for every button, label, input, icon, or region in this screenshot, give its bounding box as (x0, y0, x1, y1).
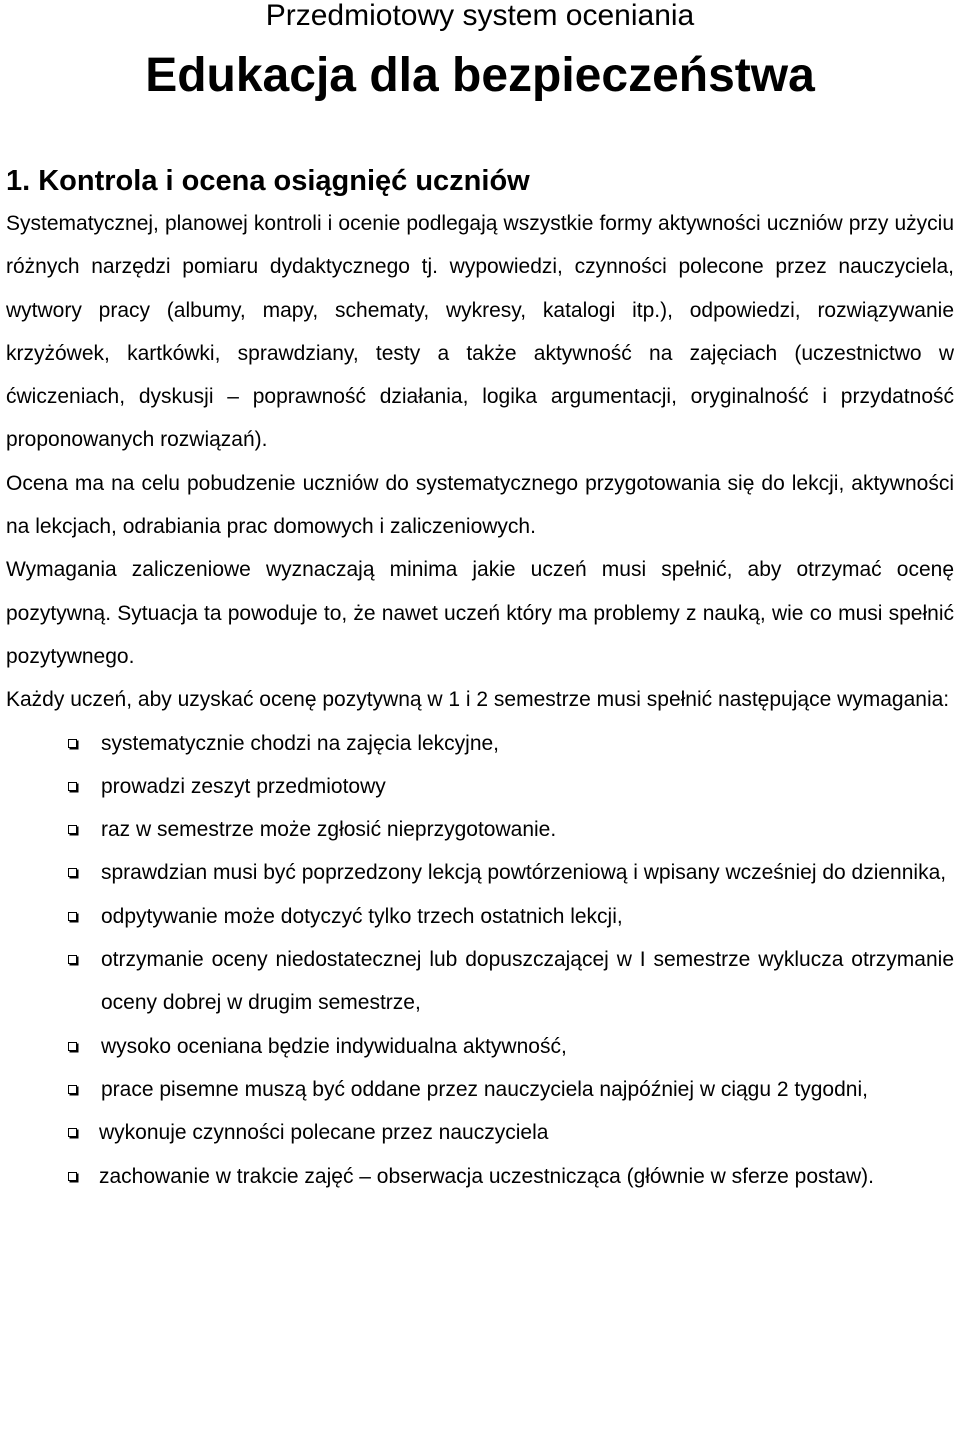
list-item-text: raz w semestrze może zgłosić nieprzygotowanie. (101, 818, 557, 842)
list-item (6, 1068, 954, 1111)
list-item-text: systematycznie chodzi na zajęcia lekcyjne, (101, 731, 500, 755)
requirements-list (6, 722, 954, 1198)
checkbox-square-icon (68, 912, 77, 921)
section-heading: 1. Kontrola i ocena osiągnięć uczniów (6, 165, 530, 197)
list-item-text: odpytywanie może dotyczyć tylko trzech ostatnich lekcji, (101, 904, 623, 928)
list-item (6, 1111, 954, 1154)
document-subtitle: Edukacja dla bezpieczeństwa (145, 49, 815, 102)
list-item (6, 765, 954, 808)
list-item (6, 722, 954, 765)
checkbox-square-icon (68, 739, 77, 748)
paragraph-requirements-intro: Każdy uczeń, aby uzyskać ocenę pozytywną w 1 i 2 semestrze musi spełnić następujące wymagania: (6, 688, 950, 712)
list-item (6, 1155, 954, 1198)
checkbox-square-icon (68, 1042, 77, 1051)
list-item-text: wysoko oceniana będzie indywidualna aktywność, (101, 1034, 567, 1058)
checkbox-square-icon (68, 1128, 77, 1137)
list-item-text: wykonuje czynności polecane przez nauczyciela (99, 1121, 549, 1145)
list-item (6, 938, 954, 1025)
list-item-text: prowadzi zeszyt przedmiotowy (101, 774, 386, 798)
checkbox-square-icon (68, 1085, 77, 1094)
checkbox-square-icon (68, 1172, 77, 1181)
checkbox-square-icon (68, 955, 77, 964)
document-title: Przedmiotowy system oceniania (265, 0, 695, 32)
document-page (6, 0, 954, 1198)
paragraph-minimum-requirements: Wymagania zaliczeniowe wyznaczają minima jakie uczeń musi spełnić, aby otrzymać ocenę pozytywną. Sytuacja ta powoduje to, że nawet uczeń który ma problemy z nauką, wie co musi spełnić pozytywnego. (6, 558, 954, 668)
list-item (6, 1025, 954, 1068)
checkbox-square-icon (68, 868, 77, 877)
list-item (6, 851, 954, 894)
checkbox-square-icon (68, 782, 77, 791)
list-item (6, 895, 954, 938)
list-item-text: prace pisemne muszą być oddane przez nauczyciela najpóźniej w ciągu 2 tygodni, (101, 1077, 868, 1101)
list-item (6, 808, 954, 851)
list-item-text: zachowanie w trakcie zajęć – obserwacja uczestnicząca (głównie w sferze postaw). (99, 1164, 875, 1188)
paragraph-assessment-forms: Systematycznej, planowej kontroli i ocenie podlegają wszystkie formy aktywności uczniów przy użyciu różnych narzędzi pomiaru dydaktycznego tj. wypowiedzi, czynności polecone przez nauczyciela, wytwory pracy (albumy, mapy, schematy, wykresy, katalogi itp.), odpowiedzi, rozwiązywanie krzyżówek, kartkówki, sprawdziany, testy a także aktywność na zajęciach (uczestnictwo w ćwiczeniach, dyskusji – poprawność działania, logika argumentacji, oryginalność i przydatność proponowanych rozwiązań). (6, 212, 954, 452)
list-item-text: otrzymanie oceny niedostatecznej lub dopuszczającej w I semestrze wyklucza otrzymanie oceny dobrej w drugim semestrze, (101, 948, 954, 1015)
paragraph-assessment-goal: Ocena ma na celu pobudzenie uczniów do systematycznego przygotowania się do lekcji, aktywności na lekcjach, odrabiania prac domowych i zaliczeniowych. (6, 471, 954, 539)
checkbox-square-icon (68, 825, 77, 834)
list-item-text: sprawdzian musi być poprzedzony lekcją powtórzeniową i wpisany wcześniej do dziennika, (101, 861, 947, 885)
